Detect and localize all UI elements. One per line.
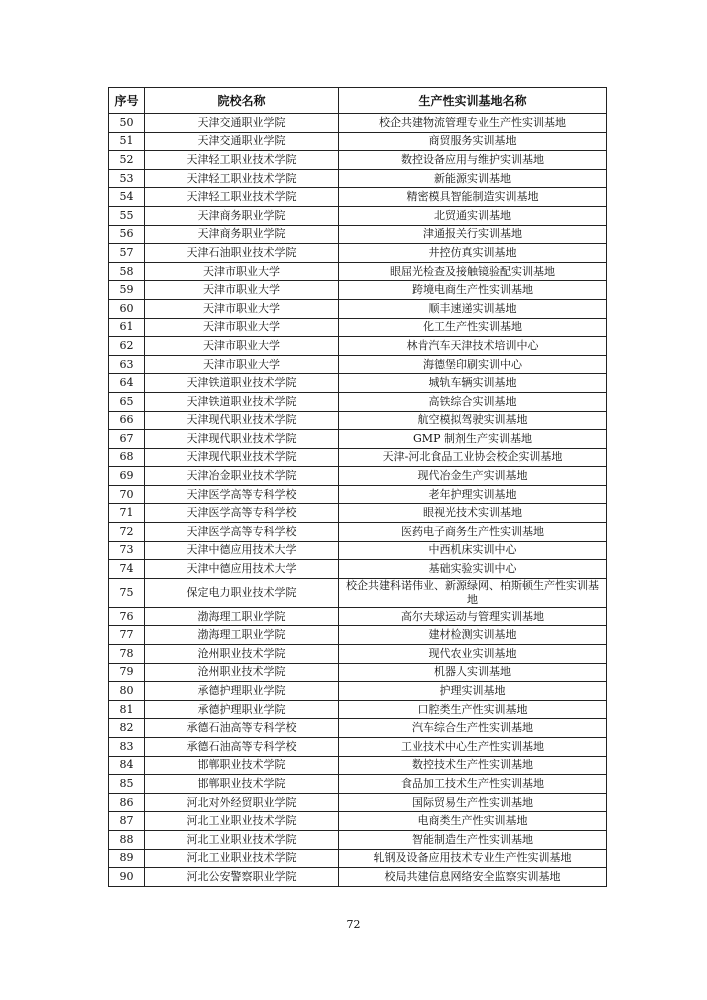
cell-school: 天津铁道职业技术学院 bbox=[145, 374, 339, 393]
table-row bbox=[109, 206, 607, 225]
cell-base: 津通报关行实训基地 bbox=[339, 225, 607, 244]
cell-number: 53 bbox=[109, 169, 145, 188]
header-number: 序号 bbox=[109, 88, 145, 114]
cell-number: 75 bbox=[109, 578, 145, 607]
cell-school: 天津医学高等专科学校 bbox=[145, 523, 339, 542]
cell-base: 工业技术中心生产性实训基地 bbox=[339, 738, 607, 757]
cell-number: 86 bbox=[109, 793, 145, 812]
table-row bbox=[109, 830, 607, 849]
cell-base: 校企共建物流管理专业生产性实训基地 bbox=[339, 114, 607, 133]
cell-school: 天津冶金职业技术学院 bbox=[145, 467, 339, 486]
table-row bbox=[109, 719, 607, 738]
table-row bbox=[109, 560, 607, 579]
table-row bbox=[109, 523, 607, 542]
cell-number: 82 bbox=[109, 719, 145, 738]
table-row bbox=[109, 132, 607, 151]
cell-number: 66 bbox=[109, 411, 145, 430]
cell-school: 天津市职业大学 bbox=[145, 299, 339, 318]
cell-base: 国际贸易生产性实训基地 bbox=[339, 793, 607, 812]
cell-base: 数控技术生产性实训基地 bbox=[339, 756, 607, 775]
table-row bbox=[109, 663, 607, 682]
page-number: 72 bbox=[346, 918, 361, 931]
cell-base: 高铁综合实训基地 bbox=[339, 392, 607, 411]
cell-number: 87 bbox=[109, 812, 145, 831]
cell-base: 精密模具智能制造实训基地 bbox=[339, 188, 607, 207]
cell-base: 机器人实训基地 bbox=[339, 663, 607, 682]
table-row bbox=[109, 169, 607, 188]
cell-number: 55 bbox=[109, 206, 145, 225]
cell-school: 天津石油职业技术学院 bbox=[145, 244, 339, 263]
cell-base: 顺丰速递实训基地 bbox=[339, 299, 607, 318]
cell-base: 航空模拟驾驶实训基地 bbox=[339, 411, 607, 430]
cell-school: 承德护理职业学院 bbox=[145, 682, 339, 701]
table-row bbox=[109, 682, 607, 701]
cell-school: 天津轻工职业技术学院 bbox=[145, 169, 339, 188]
cell-base: 林肯汽车天津技术培训中心 bbox=[339, 337, 607, 356]
cell-number: 79 bbox=[109, 663, 145, 682]
cell-school: 天津轻工职业技术学院 bbox=[145, 188, 339, 207]
table-row bbox=[109, 318, 607, 337]
table-body bbox=[109, 114, 607, 887]
cell-base: GMP 制剂生产实训基地 bbox=[339, 430, 607, 449]
table-row bbox=[109, 868, 607, 887]
cell-number: 90 bbox=[109, 868, 145, 887]
cell-school: 河北工业职业技术学院 bbox=[145, 849, 339, 868]
cell-number: 88 bbox=[109, 830, 145, 849]
cell-base: 眼视光技术实训基地 bbox=[339, 504, 607, 523]
cell-school: 沧州职业技术学院 bbox=[145, 663, 339, 682]
table-row bbox=[109, 578, 607, 607]
table-row bbox=[109, 262, 607, 281]
table-row bbox=[109, 392, 607, 411]
cell-number: 64 bbox=[109, 374, 145, 393]
cell-base: 中西机床实训中心 bbox=[339, 541, 607, 560]
cell-school: 天津现代职业技术学院 bbox=[145, 411, 339, 430]
cell-number: 59 bbox=[109, 281, 145, 300]
cell-number: 73 bbox=[109, 541, 145, 560]
cell-school: 天津市职业大学 bbox=[145, 337, 339, 356]
cell-school: 天津中德应用技术大学 bbox=[145, 560, 339, 579]
cell-number: 81 bbox=[109, 700, 145, 719]
cell-school: 天津交通职业学院 bbox=[145, 132, 339, 151]
cell-school: 承德石油高等专科学校 bbox=[145, 738, 339, 757]
table-row bbox=[109, 812, 607, 831]
cell-base: 城轨车辆实训基地 bbox=[339, 374, 607, 393]
table-row bbox=[109, 355, 607, 374]
table-row bbox=[109, 504, 607, 523]
cell-base: 轧钢及设备应用技术专业生产性实训基地 bbox=[339, 849, 607, 868]
cell-number: 54 bbox=[109, 188, 145, 207]
cell-base: 眼屈光检查及接触镜验配实训基地 bbox=[339, 262, 607, 281]
cell-base: 汽车综合生产性实训基地 bbox=[339, 719, 607, 738]
cell-base: 跨境电商生产性实训基地 bbox=[339, 281, 607, 300]
cell-school: 天津市职业大学 bbox=[145, 262, 339, 281]
cell-base: 基础实验实训中心 bbox=[339, 560, 607, 579]
cell-number: 56 bbox=[109, 225, 145, 244]
cell-number: 78 bbox=[109, 645, 145, 664]
cell-base: 建材检测实训基地 bbox=[339, 626, 607, 645]
cell-base: 新能源实训基地 bbox=[339, 169, 607, 188]
table-row bbox=[109, 448, 607, 467]
cell-base: 高尔夫球运动与管理实训基地 bbox=[339, 607, 607, 626]
cell-base: 电商类生产性实训基地 bbox=[339, 812, 607, 831]
table-row bbox=[109, 756, 607, 775]
cell-number: 69 bbox=[109, 467, 145, 486]
table-row bbox=[109, 775, 607, 794]
table-row bbox=[109, 645, 607, 664]
cell-school: 天津铁道职业技术学院 bbox=[145, 392, 339, 411]
cell-school: 承德护理职业学院 bbox=[145, 700, 339, 719]
table-row bbox=[109, 849, 607, 868]
cell-base: 北贸通实训基地 bbox=[339, 206, 607, 225]
cell-number: 67 bbox=[109, 430, 145, 449]
cell-school: 河北对外经贸职业学院 bbox=[145, 793, 339, 812]
cell-base: 校局共建信息网络安全监察实训基地 bbox=[339, 868, 607, 887]
cell-number: 51 bbox=[109, 132, 145, 151]
table-header-row bbox=[109, 88, 607, 114]
cell-base: 化工生产性实训基地 bbox=[339, 318, 607, 337]
cell-base: 商贸服务实训基地 bbox=[339, 132, 607, 151]
table-row bbox=[109, 281, 607, 300]
cell-base: 智能制造生产性实训基地 bbox=[339, 830, 607, 849]
cell-number: 71 bbox=[109, 504, 145, 523]
cell-school: 天津交通职业学院 bbox=[145, 114, 339, 133]
table-row bbox=[109, 374, 607, 393]
cell-number: 76 bbox=[109, 607, 145, 626]
cell-school: 河北工业职业技术学院 bbox=[145, 830, 339, 849]
table-row bbox=[109, 700, 607, 719]
cell-base: 口腔类生产性实训基地 bbox=[339, 700, 607, 719]
cell-base: 现代冶金生产实训基地 bbox=[339, 467, 607, 486]
cell-school: 天津现代职业技术学院 bbox=[145, 448, 339, 467]
cell-base: 数控设备应用与维护实训基地 bbox=[339, 151, 607, 170]
cell-number: 52 bbox=[109, 151, 145, 170]
table-row bbox=[109, 541, 607, 560]
cell-number: 85 bbox=[109, 775, 145, 794]
cell-school: 天津市职业大学 bbox=[145, 318, 339, 337]
cell-base: 医药电子商务生产性实训基地 bbox=[339, 523, 607, 542]
cell-school: 天津中德应用技术大学 bbox=[145, 541, 339, 560]
cell-base: 护理实训基地 bbox=[339, 682, 607, 701]
cell-school: 邯郸职业技术学院 bbox=[145, 775, 339, 794]
table-row bbox=[109, 411, 607, 430]
table-row bbox=[109, 738, 607, 757]
cell-school: 保定电力职业技术学院 bbox=[145, 578, 339, 607]
cell-base: 食品加工技术生产性实训基地 bbox=[339, 775, 607, 794]
cell-base: 老年护理实训基地 bbox=[339, 485, 607, 504]
cell-school: 天津医学高等专科学校 bbox=[145, 504, 339, 523]
cell-base: 井控仿真实训基地 bbox=[339, 244, 607, 263]
table-row bbox=[109, 151, 607, 170]
header-base: 生产性实训基地名称 bbox=[339, 88, 607, 114]
cell-number: 63 bbox=[109, 355, 145, 374]
table-row bbox=[109, 225, 607, 244]
table-row bbox=[109, 430, 607, 449]
cell-number: 60 bbox=[109, 299, 145, 318]
cell-number: 50 bbox=[109, 114, 145, 133]
cell-school: 沧州职业技术学院 bbox=[145, 645, 339, 664]
cell-number: 80 bbox=[109, 682, 145, 701]
cell-base: 校企共建科诺伟业、新源绿网、柏斯顿生产性实训基地 bbox=[339, 578, 607, 607]
cell-school: 天津医学高等专科学校 bbox=[145, 485, 339, 504]
table-row bbox=[109, 244, 607, 263]
cell-school: 承德石油高等专科学校 bbox=[145, 719, 339, 738]
training-base-table bbox=[108, 87, 607, 887]
cell-school: 天津市职业大学 bbox=[145, 355, 339, 374]
cell-base: 现代农业实训基地 bbox=[339, 645, 607, 664]
header-school: 院校名称 bbox=[145, 88, 339, 114]
cell-school: 渤海理工职业学院 bbox=[145, 626, 339, 645]
table-row bbox=[109, 467, 607, 486]
cell-school: 天津现代职业技术学院 bbox=[145, 430, 339, 449]
cell-school: 渤海理工职业学院 bbox=[145, 607, 339, 626]
cell-school: 天津市职业大学 bbox=[145, 281, 339, 300]
cell-number: 61 bbox=[109, 318, 145, 337]
cell-school: 天津商务职业学院 bbox=[145, 206, 339, 225]
cell-school: 河北公安警察职业学院 bbox=[145, 868, 339, 887]
table-row bbox=[109, 337, 607, 356]
table-row bbox=[109, 485, 607, 504]
cell-school: 河北工业职业技术学院 bbox=[145, 812, 339, 831]
cell-number: 89 bbox=[109, 849, 145, 868]
table-row bbox=[109, 607, 607, 626]
cell-base: 天津-河北食品工业协会校企实训基地 bbox=[339, 448, 607, 467]
table-row bbox=[109, 793, 607, 812]
cell-number: 68 bbox=[109, 448, 145, 467]
cell-school: 天津轻工职业技术学院 bbox=[145, 151, 339, 170]
cell-number: 72 bbox=[109, 523, 145, 542]
table-row bbox=[109, 188, 607, 207]
cell-school: 天津商务职业学院 bbox=[145, 225, 339, 244]
table-row bbox=[109, 626, 607, 645]
cell-school: 邯郸职业技术学院 bbox=[145, 756, 339, 775]
cell-number: 83 bbox=[109, 738, 145, 757]
cell-number: 58 bbox=[109, 262, 145, 281]
table-row bbox=[109, 114, 607, 133]
cell-number: 70 bbox=[109, 485, 145, 504]
cell-number: 65 bbox=[109, 392, 145, 411]
cell-number: 57 bbox=[109, 244, 145, 263]
cell-number: 62 bbox=[109, 337, 145, 356]
cell-base: 海德堡印刷实训中心 bbox=[339, 355, 607, 374]
table-row bbox=[109, 299, 607, 318]
cell-number: 74 bbox=[109, 560, 145, 579]
cell-number: 84 bbox=[109, 756, 145, 775]
cell-number: 77 bbox=[109, 626, 145, 645]
